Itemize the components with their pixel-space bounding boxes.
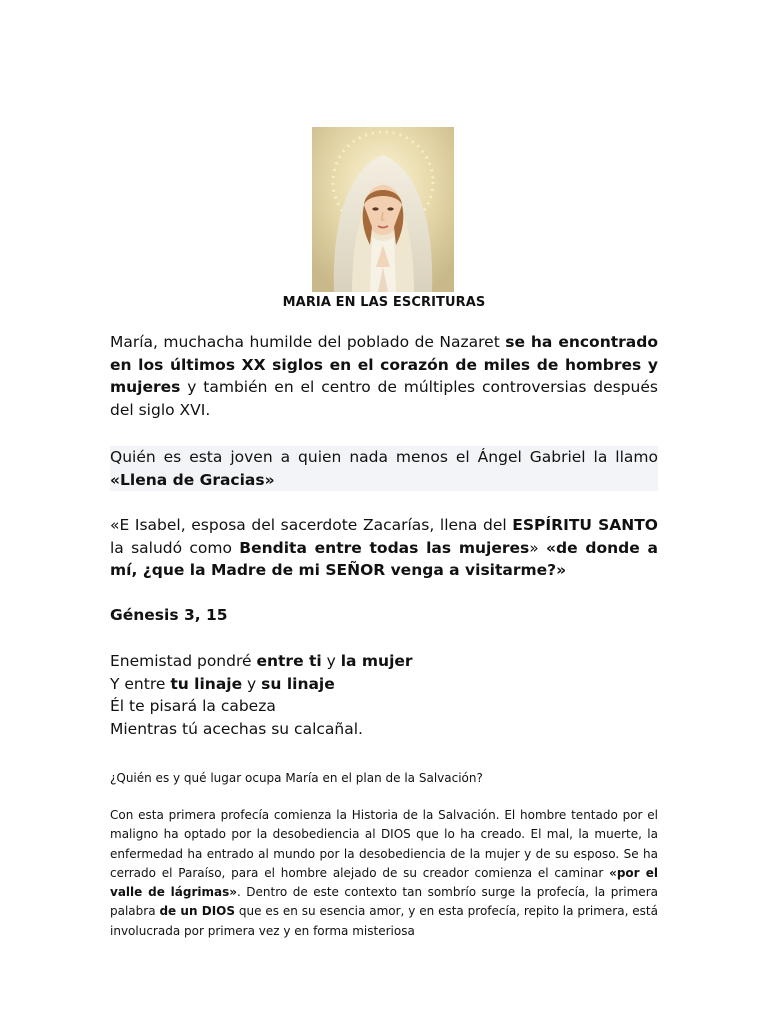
section-question: ¿Quién es y qué lugar ocupa María en el plan de la Salvación?: [110, 771, 483, 785]
paragraph-isabel: «E Isabel, esposa del sacerdote Zacarías, llena del ESPÍRITU SANTO la saludó como Bendita entre todas las mujeres» «de donde a mí, ¿que la Madre de mi SEÑOR venga a visitarme?»: [110, 516, 658, 579]
page-title: MARIA EN LAS ESCRITURAS: [282, 295, 486, 310]
paragraph-intro: María, muchacha humilde del poblado de Nazaret se ha encontrado en los últimos XX siglos en el corazón de miles de hombres y mujeres y también en el centro de múltiples controversias después del siglo XVI.: [110, 333, 658, 419]
verse-line-4: Mientras tú acechas su calcañal.: [110, 719, 363, 738]
paragraph-llena-de-gracias: Quién es esta joven a quien nada menos el Ángel Gabriel la llamo «Llena de Gracias»: [110, 446, 658, 491]
virgin-mary-image: [312, 127, 454, 292]
verse-line-2: Y entre tu linaje y su linaje: [110, 674, 335, 693]
paragraph-salvation-history: Con esta primera profecía comienza la Historia de la Salvación. El hombre tentado por el maligno ha optado por la desobediencia al DIOS que lo ha creado. El mal, la muerte, la enfermedad ha entrado al mundo por la desobediencia de la mujer y de su esposo. Se ha cerrado el Paraíso, para el hombre alejado de su creador comienza el caminar «por el valle de lágrimas». Dentro de este contexto tan sombrío surge la profecía, la primera palabra de un DIOS que es en su esencia amor, y en esta profecía, repito la primera, está involucrada por primera vez y en forma misteriosa: [110, 808, 658, 938]
verse-genesis: [110, 650, 658, 740]
virgin-mary-portrait: [312, 127, 454, 292]
verse-line-3: Él te pisará la cabeza: [110, 697, 276, 715]
scripture-reference: Génesis 3, 15: [110, 606, 228, 624]
verse-line-1: Enemistad pondré entre ti y la mujer: [110, 652, 413, 670]
